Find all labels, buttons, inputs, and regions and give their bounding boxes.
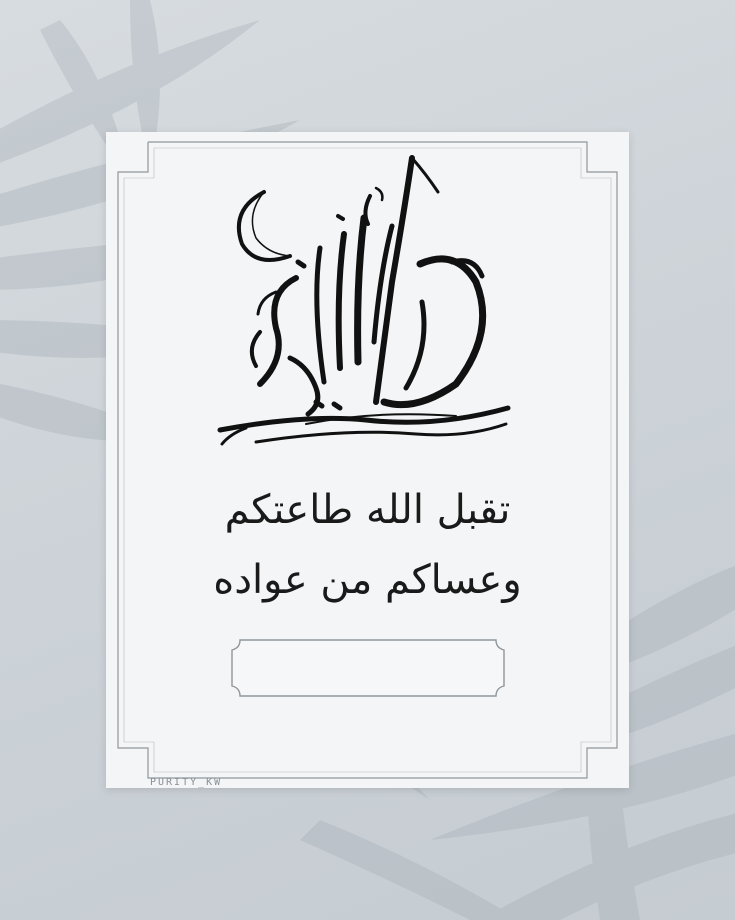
name-input[interactable] <box>234 644 502 692</box>
artist-signature: PURITY_KW <box>150 777 223 788</box>
eid-calligraphy-logo <box>216 152 516 452</box>
greeting-card <box>106 132 629 788</box>
greeting-message-line1: تقبل الله طاعتكم <box>224 487 511 533</box>
greeting-message-line2: وعساكم من عواده <box>213 557 522 603</box>
